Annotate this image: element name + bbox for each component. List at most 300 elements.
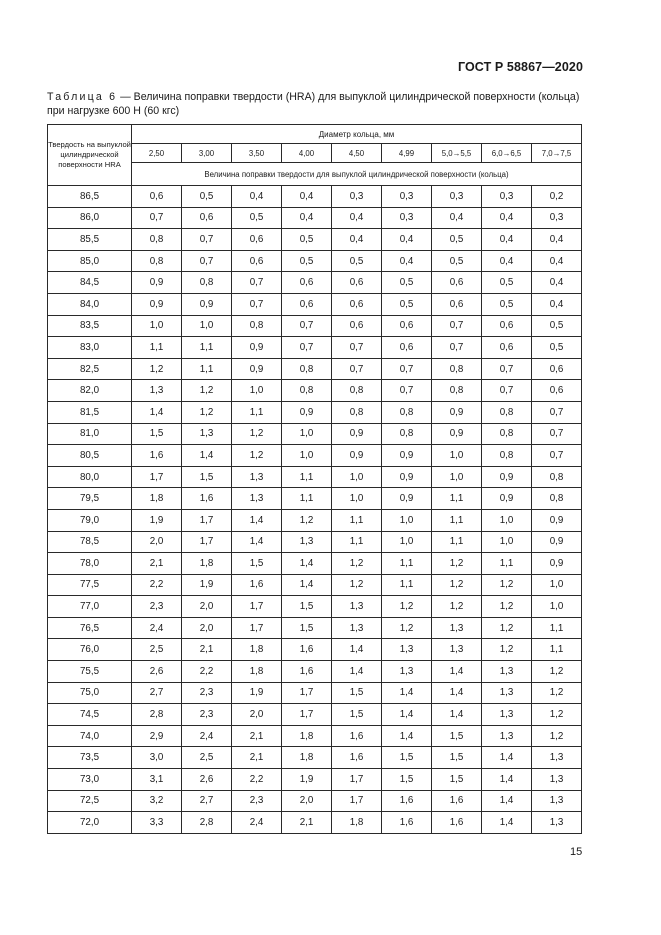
correction-value-cell: 2,9 <box>132 725 182 747</box>
diameter-header-cell: 4,99 <box>382 144 432 163</box>
correction-value-cell: 0,9 <box>482 466 532 488</box>
correction-value-cell: 0,6 <box>382 315 432 337</box>
correction-value-cell: 0,7 <box>482 358 532 380</box>
correction-value-cell: 0,9 <box>332 445 382 467</box>
correction-value-cell: 0,6 <box>182 207 232 229</box>
correction-value-cell: 1,9 <box>132 509 182 531</box>
correction-value-cell: 2,0 <box>282 790 332 812</box>
correction-value-cell: 1,0 <box>532 596 582 618</box>
correction-value-cell: 0,7 <box>532 423 582 445</box>
correction-value-cell: 0,8 <box>132 250 182 272</box>
correction-value-cell: 0,3 <box>532 207 582 229</box>
correction-value-cell: 1,4 <box>332 639 382 661</box>
correction-value-cell: 3,3 <box>132 812 182 834</box>
correction-value-cell: 0,4 <box>532 293 582 315</box>
correction-value-cell: 1,1 <box>282 466 332 488</box>
hardness-value-cell: 78,5 <box>48 531 132 553</box>
hardness-value-cell: 86,5 <box>48 186 132 208</box>
correction-value-cell: 1,5 <box>432 725 482 747</box>
correction-value-cell: 0,4 <box>482 250 532 272</box>
correction-value-cell: 1,0 <box>532 574 582 596</box>
correction-value-cell: 0,7 <box>382 380 432 402</box>
correction-value-cell: 2,6 <box>182 769 232 791</box>
hardness-value-cell: 76,5 <box>48 617 132 639</box>
correction-value-cell: 1,3 <box>132 380 182 402</box>
table-row <box>48 423 582 445</box>
correction-value-cell: 1,4 <box>282 574 332 596</box>
correction-value-cell: 1,6 <box>332 747 382 769</box>
table-row <box>48 682 582 704</box>
correction-value-cell: 1,2 <box>482 574 532 596</box>
table-row <box>48 553 582 575</box>
correction-value-cell: 2,1 <box>282 812 332 834</box>
correction-value-cell: 0,4 <box>532 229 582 251</box>
correction-value-cell: 0,8 <box>332 380 382 402</box>
correction-value-cell: 1,2 <box>432 553 482 575</box>
correction-value-cell: 0,7 <box>482 380 532 402</box>
diameter-group-header: Диаметр кольца, мм <box>132 125 582 144</box>
table-row <box>48 661 582 683</box>
table-row <box>48 639 582 661</box>
correction-value-cell: 2,0 <box>132 531 182 553</box>
table-row <box>48 704 582 726</box>
correction-value-cell: 0,2 <box>532 186 582 208</box>
correction-value-cell: 1,1 <box>332 509 382 531</box>
hardness-value-cell: 77,0 <box>48 596 132 618</box>
correction-value-cell: 1,3 <box>482 682 532 704</box>
table-row <box>48 531 582 553</box>
correction-value-cell: 1,6 <box>282 639 332 661</box>
correction-value-cell: 1,9 <box>282 769 332 791</box>
correction-value-cell: 1,7 <box>282 704 332 726</box>
hardness-value-cell: 85,0 <box>48 250 132 272</box>
correction-value-cell: 0,7 <box>382 358 432 380</box>
diameter-header-cell: 6,0→6,5 <box>482 144 532 163</box>
correction-value-cell: 0,8 <box>482 423 532 445</box>
correction-value-cell: 0,7 <box>432 315 482 337</box>
table-row <box>48 337 582 359</box>
correction-value-cell: 0,8 <box>282 358 332 380</box>
correction-value-cell: 1,6 <box>132 445 182 467</box>
correction-value-cell: 1,2 <box>432 596 482 618</box>
table-row <box>48 186 582 208</box>
correction-value-cell: 1,0 <box>232 380 282 402</box>
correction-value-cell: 1,7 <box>182 531 232 553</box>
correction-value-cell: 2,0 <box>182 596 232 618</box>
correction-value-cell: 0,6 <box>282 272 332 294</box>
correction-value-cell: 0,6 <box>382 337 432 359</box>
correction-value-cell: 1,7 <box>232 617 282 639</box>
correction-value-cell: 0,7 <box>432 337 482 359</box>
table-caption <box>47 90 587 118</box>
hardness-correction-table <box>47 124 582 834</box>
diameter-header-cell: 3,00 <box>182 144 232 163</box>
correction-value-cell: 2,6 <box>132 661 182 683</box>
correction-value-cell: 1,1 <box>332 531 382 553</box>
correction-value-cell: 0,6 <box>532 380 582 402</box>
correction-value-cell: 1,5 <box>282 596 332 618</box>
document-code: ГОСТ Р 58867—2020 <box>457 60 583 74</box>
correction-value-cell: 1,7 <box>332 769 382 791</box>
correction-value-cell: 0,9 <box>232 358 282 380</box>
correction-value-cell: 0,8 <box>132 229 182 251</box>
table-row <box>48 293 582 315</box>
hardness-value-cell: 86,0 <box>48 207 132 229</box>
correction-value-cell: 1,1 <box>482 553 532 575</box>
correction-value-cell: 1,6 <box>432 790 482 812</box>
correction-value-cell: 1,5 <box>382 747 432 769</box>
correction-value-cell: 1,4 <box>432 704 482 726</box>
correction-value-cell: 0,9 <box>382 488 432 510</box>
correction-value-cell: 0,6 <box>332 293 382 315</box>
table-caption-label: Таблица 6 <box>47 91 118 103</box>
correction-value-cell: 0,6 <box>432 293 482 315</box>
correction-value-cell: 1,3 <box>532 769 582 791</box>
correction-value-cell: 2,3 <box>182 704 232 726</box>
correction-value-cell: 1,2 <box>532 682 582 704</box>
correction-value-cell: 1,7 <box>332 790 382 812</box>
correction-value-cell: 2,1 <box>232 747 282 769</box>
correction-value-cell: 0,5 <box>232 207 282 229</box>
correction-value-cell: 1,4 <box>382 704 432 726</box>
correction-value-cell: 0,5 <box>382 293 432 315</box>
correction-value-cell: 1,0 <box>432 445 482 467</box>
correction-value-cell: 1,8 <box>232 639 282 661</box>
correction-value-cell: 1,1 <box>532 639 582 661</box>
hardness-value-cell: 80,0 <box>48 466 132 488</box>
correction-value-cell: 1,4 <box>182 445 232 467</box>
correction-value-cell: 0,5 <box>282 250 332 272</box>
correction-value-cell: 3,0 <box>132 747 182 769</box>
correction-value-cell: 1,0 <box>182 315 232 337</box>
correction-value-cell: 0,4 <box>532 250 582 272</box>
correction-value-cell: 0,8 <box>532 488 582 510</box>
correction-value-cell: 0,4 <box>232 186 282 208</box>
correction-value-cell: 0,5 <box>482 272 532 294</box>
correction-value-cell: 0,9 <box>532 509 582 531</box>
correction-value-cell: 0,3 <box>432 186 482 208</box>
table-row <box>48 466 582 488</box>
table-row <box>48 229 582 251</box>
table-row <box>48 769 582 791</box>
table-row <box>48 488 582 510</box>
correction-value-cell: 0,8 <box>332 401 382 423</box>
correction-value-cell: 1,3 <box>332 617 382 639</box>
correction-value-cell: 1,6 <box>382 812 432 834</box>
correction-value-cell: 1,2 <box>182 380 232 402</box>
correction-value-cell: 0,8 <box>482 401 532 423</box>
correction-value-cell: 0,6 <box>132 186 182 208</box>
correction-value-cell: 2,4 <box>132 617 182 639</box>
hardness-value-cell: 73,5 <box>48 747 132 769</box>
correction-value-cell: 1,3 <box>382 661 432 683</box>
correction-value-cell: 0,7 <box>232 293 282 315</box>
correction-value-cell: 0,4 <box>482 207 532 229</box>
correction-value-cell: 1,2 <box>532 661 582 683</box>
correction-value-cell: 1,8 <box>132 488 182 510</box>
correction-value-cell: 0,6 <box>332 272 382 294</box>
hardness-value-cell: 79,5 <box>48 488 132 510</box>
correction-value-cell: 0,8 <box>382 401 432 423</box>
correction-value-cell: 2,2 <box>232 769 282 791</box>
correction-value-cell: 1,5 <box>282 617 332 639</box>
table-row <box>48 272 582 294</box>
correction-value-cell: 0,7 <box>232 272 282 294</box>
correction-value-cell: 1,5 <box>332 682 382 704</box>
correction-value-header: Величина поправки твердости для выпуклой цилиндрической поверхности (кольца) <box>132 163 582 186</box>
correction-value-cell: 0,6 <box>282 293 332 315</box>
correction-value-cell: 1,6 <box>282 661 332 683</box>
hardness-value-cell: 78,0 <box>48 553 132 575</box>
correction-value-cell: 0,9 <box>532 553 582 575</box>
correction-value-cell: 0,4 <box>482 229 532 251</box>
correction-value-cell: 1,5 <box>132 423 182 445</box>
correction-value-cell: 1,1 <box>132 337 182 359</box>
table-row <box>48 401 582 423</box>
correction-value-cell: 0,5 <box>532 337 582 359</box>
correction-value-cell: 1,2 <box>232 445 282 467</box>
correction-value-cell: 0,4 <box>382 229 432 251</box>
table-head <box>48 125 582 186</box>
correction-value-cell: 0,5 <box>282 229 332 251</box>
correction-value-cell: 1,2 <box>482 596 532 618</box>
correction-value-cell: 1,4 <box>132 401 182 423</box>
correction-value-cell: 1,9 <box>182 574 232 596</box>
table-body <box>48 186 582 834</box>
correction-value-cell: 3,1 <box>132 769 182 791</box>
correction-value-cell: 2,3 <box>132 596 182 618</box>
correction-value-cell: 0,9 <box>332 423 382 445</box>
correction-value-cell: 0,7 <box>532 401 582 423</box>
table-row <box>48 445 582 467</box>
correction-value-cell: 1,3 <box>332 596 382 618</box>
correction-value-cell: 1,5 <box>232 553 282 575</box>
correction-value-cell: 1,2 <box>132 358 182 380</box>
correction-value-cell: 1,4 <box>332 661 382 683</box>
correction-value-cell: 1,1 <box>432 488 482 510</box>
hardness-column-header: Твердость на выпуклой цилиндрической поверхности HRA <box>48 125 132 186</box>
correction-value-cell: 1,3 <box>532 747 582 769</box>
correction-value-cell: 1,5 <box>182 466 232 488</box>
hardness-value-cell: 81,0 <box>48 423 132 445</box>
correction-value-cell: 0,9 <box>132 272 182 294</box>
correction-value-cell: 1,3 <box>382 639 432 661</box>
correction-value-cell: 2,8 <box>132 704 182 726</box>
correction-value-cell: 2,7 <box>182 790 232 812</box>
correction-value-cell: 1,0 <box>482 531 532 553</box>
correction-value-cell: 0,9 <box>132 293 182 315</box>
correction-value-cell: 1,2 <box>182 401 232 423</box>
correction-value-cell: 1,4 <box>482 790 532 812</box>
correction-value-cell: 1,1 <box>182 358 232 380</box>
table-caption-text: — Величина поправки твердости (HRA) для выпуклой цилиндрической поверхности (кольца) при нагрузке 600 Н (60 кгс) <box>47 91 580 117</box>
correction-value-cell: 1,1 <box>532 617 582 639</box>
correction-value-cell: 1,2 <box>382 617 432 639</box>
table-row <box>48 812 582 834</box>
correction-value-cell: 3,2 <box>132 790 182 812</box>
correction-value-cell: 2,8 <box>182 812 232 834</box>
correction-value-cell: 1,7 <box>232 596 282 618</box>
correction-value-cell: 1,1 <box>182 337 232 359</box>
correction-value-cell: 0,6 <box>332 315 382 337</box>
diameter-header-cell: 2,50 <box>132 144 182 163</box>
correction-value-cell: 0,4 <box>382 250 432 272</box>
hardness-value-cell: 73,0 <box>48 769 132 791</box>
correction-value-cell: 1,4 <box>282 553 332 575</box>
table-row <box>48 509 582 531</box>
correction-value-cell: 1,2 <box>382 596 432 618</box>
correction-value-cell: 0,9 <box>232 337 282 359</box>
correction-value-cell: 1,6 <box>182 488 232 510</box>
correction-value-cell: 1,8 <box>282 725 332 747</box>
correction-value-cell: 2,1 <box>232 725 282 747</box>
correction-value-cell: 0,3 <box>332 186 382 208</box>
correction-value-cell: 0,7 <box>132 207 182 229</box>
correction-value-cell: 1,2 <box>432 574 482 596</box>
correction-value-cell: 1,4 <box>432 661 482 683</box>
correction-value-cell: 0,8 <box>282 380 332 402</box>
correction-value-cell: 1,4 <box>482 812 532 834</box>
correction-value-cell: 2,1 <box>132 553 182 575</box>
correction-value-cell: 1,3 <box>432 639 482 661</box>
correction-value-cell: 0,9 <box>382 466 432 488</box>
correction-value-cell: 2,3 <box>232 790 282 812</box>
correction-value-cell: 0,5 <box>382 272 432 294</box>
correction-value-cell: 0,7 <box>532 445 582 467</box>
correction-value-cell: 1,3 <box>482 725 532 747</box>
table-row <box>48 315 582 337</box>
page-number: 15 <box>570 846 583 858</box>
correction-value-cell: 0,8 <box>182 272 232 294</box>
hardness-value-cell: 82,0 <box>48 380 132 402</box>
correction-value-cell: 2,0 <box>232 704 282 726</box>
correction-value-cell: 0,4 <box>282 186 332 208</box>
hardness-value-cell: 79,0 <box>48 509 132 531</box>
correction-value-cell: 0,7 <box>182 250 232 272</box>
correction-value-cell: 0,9 <box>532 531 582 553</box>
correction-value-cell: 1,2 <box>332 553 382 575</box>
correction-value-cell: 0,5 <box>532 315 582 337</box>
correction-value-cell: 1,8 <box>282 747 332 769</box>
correction-value-cell: 0,3 <box>482 186 532 208</box>
table-row <box>48 747 582 769</box>
correction-value-cell: 2,3 <box>182 682 232 704</box>
diameter-header-cell: 4,50 <box>332 144 382 163</box>
correction-value-cell: 1,0 <box>282 423 332 445</box>
hardness-value-cell: 81,5 <box>48 401 132 423</box>
correction-value-cell: 1,2 <box>232 423 282 445</box>
correction-value-cell: 1,1 <box>382 553 432 575</box>
correction-value-cell: 1,0 <box>132 315 182 337</box>
correction-value-cell: 1,2 <box>482 639 532 661</box>
correction-value-cell: 1,0 <box>282 445 332 467</box>
hardness-value-cell: 80,5 <box>48 445 132 467</box>
table-row <box>48 358 582 380</box>
correction-value-cell: 1,4 <box>482 747 532 769</box>
correction-value-cell: 1,0 <box>482 509 532 531</box>
correction-value-cell: 1,3 <box>232 466 282 488</box>
diameter-header-cell: 5,0→5,5 <box>432 144 482 163</box>
correction-value-cell: 0,5 <box>432 229 482 251</box>
correction-value-cell: 1,5 <box>432 769 482 791</box>
correction-value-cell: 0,9 <box>432 423 482 445</box>
correction-value-cell: 0,5 <box>332 250 382 272</box>
diameter-header-cell: 3,50 <box>232 144 282 163</box>
correction-value-cell: 1,4 <box>232 531 282 553</box>
correction-value-cell: 0,5 <box>482 293 532 315</box>
correction-value-cell: 0,9 <box>432 401 482 423</box>
table-row <box>48 574 582 596</box>
correction-value-cell: 0,8 <box>432 380 482 402</box>
correction-value-cell: 0,4 <box>532 272 582 294</box>
correction-value-cell: 1,0 <box>432 466 482 488</box>
correction-value-cell: 2,2 <box>132 574 182 596</box>
correction-value-cell: 1,1 <box>432 531 482 553</box>
table-row <box>48 596 582 618</box>
correction-value-cell: 1,7 <box>132 466 182 488</box>
correction-value-cell: 1,6 <box>382 790 432 812</box>
table-row <box>48 380 582 402</box>
correction-value-cell: 2,5 <box>182 747 232 769</box>
hardness-value-cell: 74,0 <box>48 725 132 747</box>
correction-value-cell: 1,0 <box>382 531 432 553</box>
table-row <box>48 790 582 812</box>
correction-value-cell: 0,4 <box>282 207 332 229</box>
correction-value-cell: 0,6 <box>432 272 482 294</box>
correction-value-cell: 0,5 <box>182 186 232 208</box>
hardness-value-cell: 82,5 <box>48 358 132 380</box>
correction-value-cell: 0,4 <box>432 207 482 229</box>
correction-value-cell: 1,3 <box>182 423 232 445</box>
table-row <box>48 725 582 747</box>
hardness-value-cell: 75,0 <box>48 682 132 704</box>
correction-value-cell: 0,7 <box>332 337 382 359</box>
correction-value-cell: 0,8 <box>382 423 432 445</box>
table-row <box>48 617 582 639</box>
correction-value-cell: 1,6 <box>332 725 382 747</box>
correction-value-cell: 1,7 <box>182 509 232 531</box>
correction-value-cell: 1,2 <box>282 509 332 531</box>
correction-value-cell: 1,3 <box>432 617 482 639</box>
diameter-header-cell: 7,0→7,5 <box>532 144 582 163</box>
correction-value-cell: 0,7 <box>282 337 332 359</box>
correction-value-cell: 1,4 <box>232 509 282 531</box>
hardness-value-cell: 72,0 <box>48 812 132 834</box>
hardness-value-cell: 76,0 <box>48 639 132 661</box>
correction-value-cell: 1,3 <box>532 790 582 812</box>
correction-value-cell: 0,6 <box>232 229 282 251</box>
correction-value-cell: 2,1 <box>182 639 232 661</box>
correction-value-cell: 0,9 <box>182 293 232 315</box>
correction-value-cell: 1,5 <box>432 747 482 769</box>
hardness-value-cell: 83,5 <box>48 315 132 337</box>
correction-value-cell: 1,3 <box>482 704 532 726</box>
correction-value-cell: 0,4 <box>332 229 382 251</box>
correction-value-cell: 1,4 <box>432 682 482 704</box>
hardness-value-cell: 83,0 <box>48 337 132 359</box>
correction-value-cell: 0,6 <box>482 337 532 359</box>
correction-value-cell: 1,9 <box>232 682 282 704</box>
correction-value-cell: 0,8 <box>532 466 582 488</box>
hardness-value-cell: 72,5 <box>48 790 132 812</box>
correction-value-cell: 1,7 <box>282 682 332 704</box>
hardness-value-cell: 85,5 <box>48 229 132 251</box>
correction-value-cell: 0,7 <box>282 315 332 337</box>
correction-value-cell: 1,8 <box>332 812 382 834</box>
correction-value-cell: 1,5 <box>332 704 382 726</box>
correction-value-cell: 1,2 <box>532 725 582 747</box>
hardness-value-cell: 84,0 <box>48 293 132 315</box>
